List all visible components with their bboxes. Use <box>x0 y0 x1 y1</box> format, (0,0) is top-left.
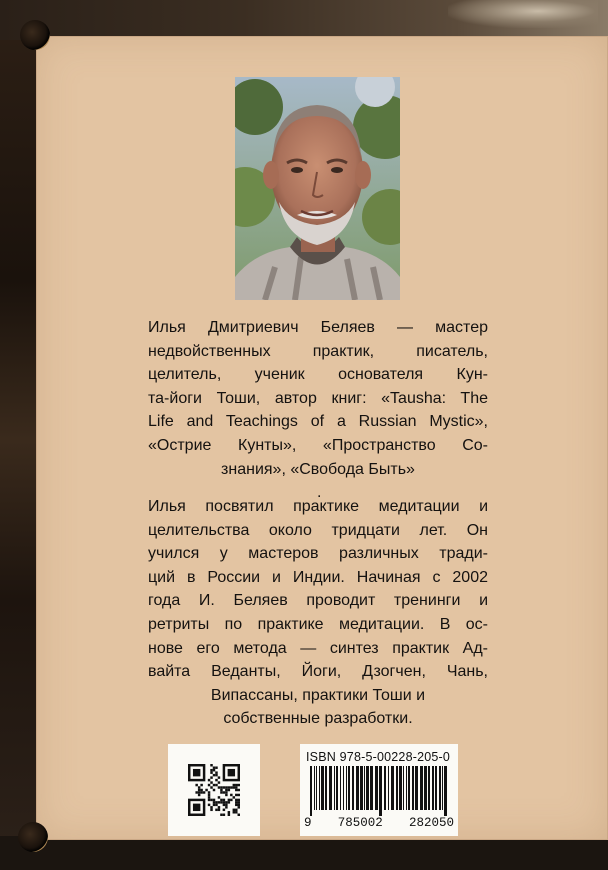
author-description <box>148 495 488 731</box>
description-line: ретриты по практике медитации. В ос- <box>148 615 488 633</box>
background-left <box>0 40 40 840</box>
description-line: нове его метода — синтез практик Ад- <box>148 639 488 657</box>
description-line: Илья посвятил практике медитации и <box>148 498 488 515</box>
description-line: Випассаны, практики Тоши и <box>210 686 426 704</box>
author-bio <box>148 316 488 481</box>
background-top <box>0 0 608 40</box>
bio-line: та-йоги Тоши, автор книг: «Tausha: The <box>148 389 488 407</box>
bio-line: знания», «Свобода Быть» <box>221 460 415 478</box>
ean-digits <box>304 816 454 830</box>
description-line: года И. Беляев проводит тренинги и <box>148 592 488 610</box>
description-line: собственные разработки. <box>223 710 413 728</box>
qr-code-icon <box>188 764 240 816</box>
bio-line: недвойственных практик, писатель, <box>148 342 488 360</box>
separator-dot: . <box>317 484 322 501</box>
ean-digit-left: 785002 <box>337 816 383 830</box>
description-line: вайта Веданты, Йоги, Дзогчен, Чань, <box>148 663 488 681</box>
description-line: ций в России и Индии. Начиная с 2002 <box>148 568 488 586</box>
rivet-bottom-left <box>18 822 48 852</box>
bio-line: целитель, ученик основателя Кун- <box>148 366 488 384</box>
ean-digit-right: 282050 <box>408 816 454 830</box>
ean-digit-prefix: 9 <box>304 816 312 830</box>
description-line: целительства около тридцати лет. Он <box>148 521 488 539</box>
rivet-top-left <box>20 20 50 50</box>
bio-line: «Острие Кунты», «Пространство Со- <box>148 436 488 454</box>
bio-line: Life and Teachings of a Russian Mystic», <box>148 413 488 431</box>
bio-line: Илья Дмитриевич Беляев — мастер <box>148 319 488 336</box>
background-bottom <box>0 836 608 870</box>
barcode-icon <box>308 766 450 816</box>
isbn-barcode <box>300 744 458 836</box>
description-line: учился у мастеров различных тради- <box>148 545 488 563</box>
author-photo <box>235 77 400 300</box>
qr-code <box>168 744 260 836</box>
isbn-label: ISBN 978-5-00228-205-0 <box>306 750 451 764</box>
